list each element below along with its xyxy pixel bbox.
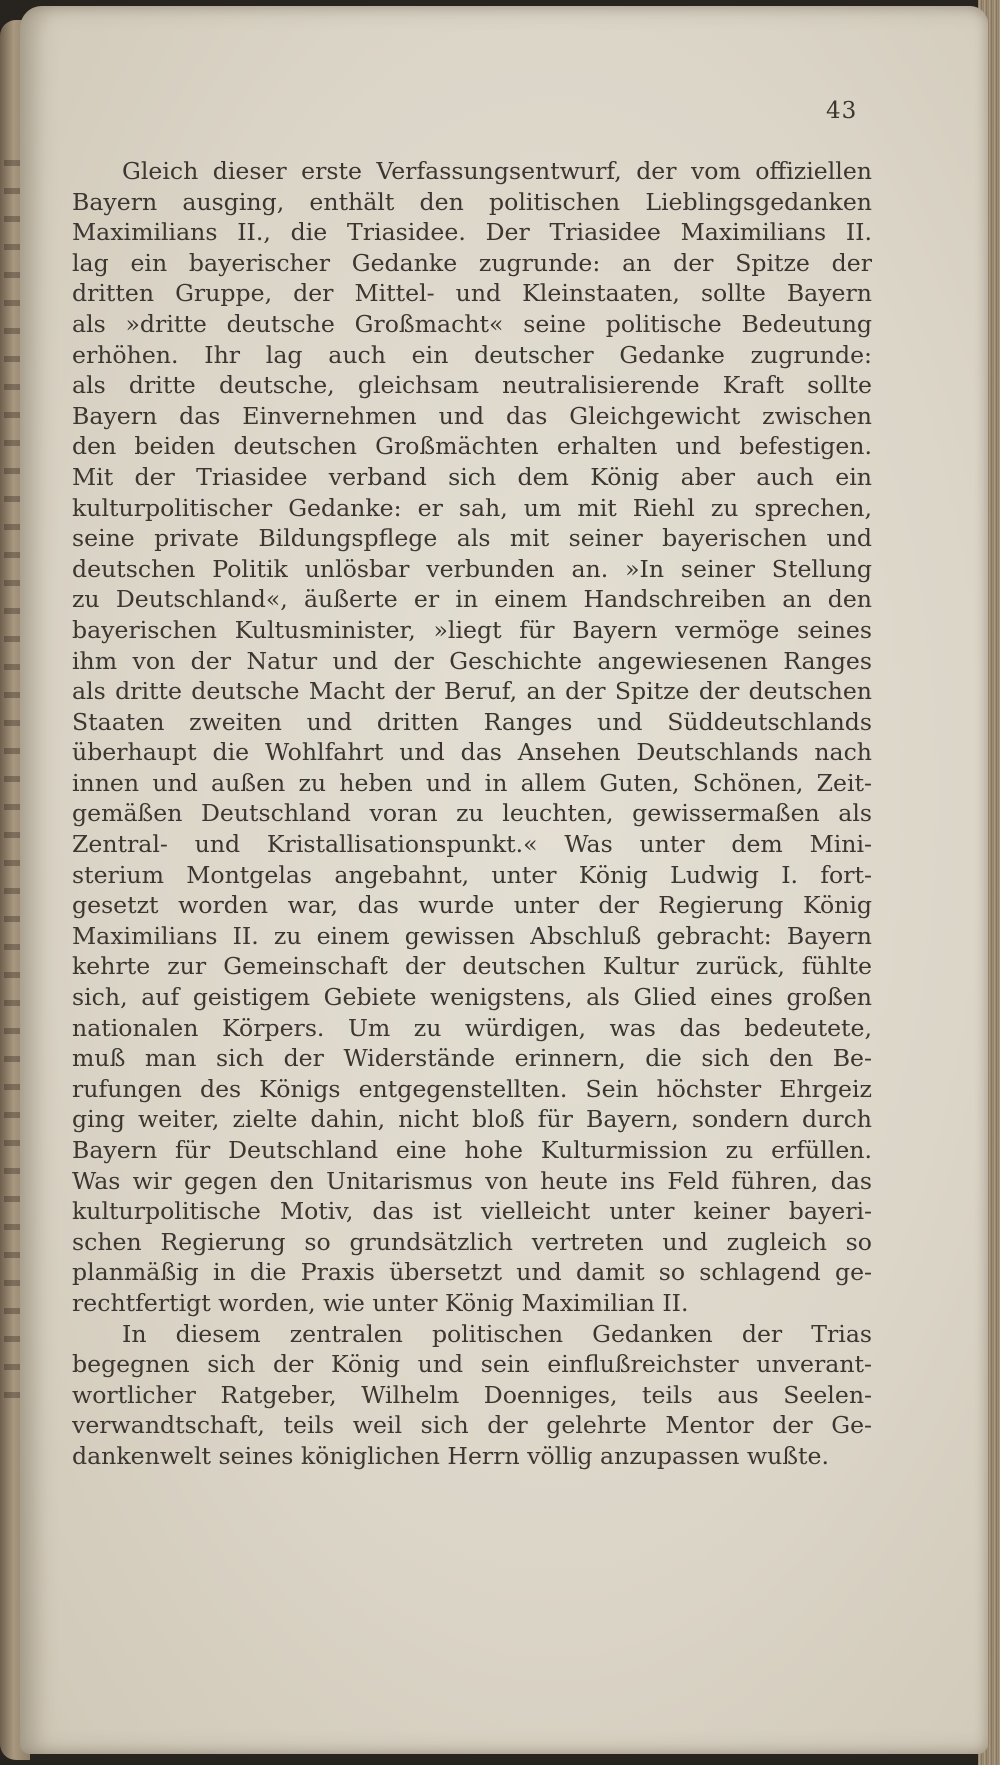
text-line: zu Deutschland«, äußerte er in einem Handschreiben an den bbox=[72, 585, 872, 614]
text-line: innen und außen zu heben und in allem Guten, Schönen, Zeit- bbox=[72, 768, 872, 797]
text-line: ging weiter, zielte dahin, nicht bloß für Bayern, sondern durch bbox=[72, 1105, 872, 1134]
text-line: kulturpolitischer Gedanke: er sah, um mit Riehl zu sprechen, bbox=[72, 493, 872, 522]
text-line: begegnen sich der König und sein einflußreichster unverant- bbox=[72, 1350, 872, 1379]
text-line: Bayern ausging, enthält den politischen Lieblingsgedanken bbox=[72, 187, 872, 216]
text-line: deutschen Politik unlösbar verbunden an. »In seiner Stellung bbox=[72, 554, 872, 583]
text-line: ihm von der Natur und der Geschichte angewiesenen Ranges bbox=[72, 646, 872, 675]
text-line: bayerischen Kultusminister, »liegt für Bayern vermöge seines bbox=[72, 615, 872, 644]
text-line: wortlicher Ratgeber, Wilhelm Doenniges, teils aus Seelen- bbox=[72, 1380, 872, 1409]
text-line: nationalen Körpers. Um zu würdigen, was das bedeutete, bbox=[72, 1013, 872, 1042]
text-line: Staaten zweiten und dritten Ranges und Süddeutschlands bbox=[72, 707, 872, 736]
text-line: kulturpolitische Motiv, das ist vielleicht unter keiner bayeri- bbox=[72, 1197, 872, 1226]
text-line: gesetzt worden war, das wurde unter der Regierung König bbox=[72, 891, 872, 920]
text-line: Mit der Triasidee verband sich dem König aber auch ein bbox=[72, 462, 872, 491]
text-line: gemäßen Deutschland voran zu leuchten, gewissermaßen als bbox=[72, 799, 872, 828]
text-line: rechtfertigt worden, wie unter König Maximilian II. bbox=[72, 1288, 689, 1317]
text-line: Maximilians II., die Triasidee. Der Triasidee Maximilians II. bbox=[72, 218, 872, 247]
text-line: Maximilians II. zu einem gewissen Abschluß gebracht: Bayern bbox=[72, 921, 872, 950]
text-line: dankenwelt seines königlichen Herrn völlig anzupassen wußte. bbox=[72, 1441, 829, 1470]
body-text bbox=[72, 156, 872, 1472]
text-line: überhaupt die Wohlfahrt und das Ansehen Deutschlands nach bbox=[72, 738, 872, 767]
text-line: Was wir gegen den Unitarismus von heute ins Feld führen, das bbox=[72, 1166, 872, 1195]
paragraph-1 bbox=[72, 156, 872, 1319]
text-line: als »dritte deutsche Großmacht« seine politische Bedeutung bbox=[72, 309, 872, 338]
text-line: Bayern für Deutschland eine hohe Kulturmission zu erfüllen. bbox=[72, 1136, 872, 1164]
text-line: rufungen des Königs entgegenstellten. Sein höchster Ehrgeiz bbox=[72, 1074, 872, 1103]
text-line: In diesem zentralen politischen Gedanken der Trias bbox=[122, 1319, 872, 1348]
text-line: als dritte deutsche, gleichsam neutralisierende Kraft sollte bbox=[72, 371, 872, 400]
text-line: seine private Bildungspflege als mit seiner bayerischen und bbox=[72, 524, 872, 553]
text-line: planmäßig in die Praxis übersetzt und damit so schlagend ge- bbox=[72, 1258, 872, 1287]
text-line: verwandtschaft, teils weil sich der gelehrte Mentor der Ge- bbox=[72, 1411, 872, 1440]
book-page bbox=[20, 6, 988, 1754]
text-line: dritten Gruppe, der Mittel- und Kleinstaaten, sollte Bayern bbox=[72, 279, 872, 308]
text-line: Zentral- und Kristallisationspunkt.« Was unter dem Mini- bbox=[72, 830, 872, 859]
text-line: den beiden deutschen Großmächten erhalten und befestigen. bbox=[72, 432, 872, 461]
paragraph-2 bbox=[72, 1319, 872, 1472]
text-line: lag ein bayerischer Gedanke zugrunde: an der Spitze der bbox=[72, 248, 872, 277]
page-number: 43 bbox=[826, 98, 858, 124]
text-line: erhöhen. Ihr lag auch ein deutscher Gedanke zugrunde: bbox=[72, 340, 872, 369]
text-line: Bayern das Einvernehmen und das Gleichgewicht zwischen bbox=[72, 401, 872, 430]
text-line: Gleich dieser erste Verfassungsentwurf, der vom offiziellen bbox=[122, 157, 872, 185]
text-line: muß man sich der Widerstände erinnern, die sich den Be- bbox=[72, 1044, 872, 1073]
text-line: sterium Montgelas angebahnt, unter König Ludwig I. fort- bbox=[72, 860, 872, 889]
text-line: schen Regierung so grundsätzlich vertreten und zugleich so bbox=[72, 1227, 872, 1256]
text-line: kehrte zur Gemeinschaft der deutschen Kultur zurück, fühlte bbox=[72, 952, 872, 981]
text-line: sich, auf geistigem Gebiete wenigstens, als Glied eines großen bbox=[72, 983, 872, 1012]
text-line: als dritte deutsche Macht der Beruf, an der Spitze der deutschen bbox=[72, 677, 872, 706]
